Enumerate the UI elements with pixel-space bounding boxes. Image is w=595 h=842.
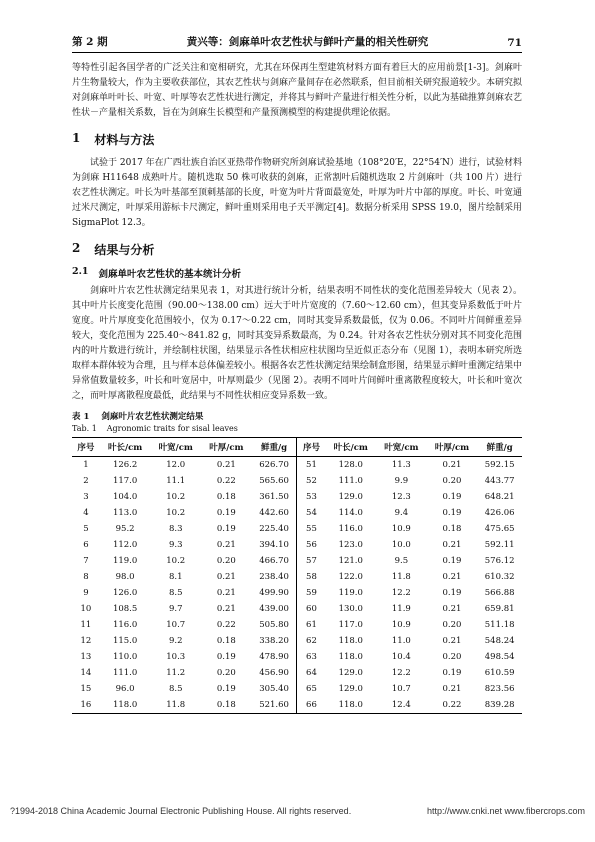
table-body xyxy=(72,457,522,714)
subsection-number: 2.1 xyxy=(72,266,89,277)
table-cell: 0.20 xyxy=(216,556,236,566)
watermark-url: http://www.cnki.net www.fibercrops.com xyxy=(426,806,585,816)
table-cell: 119.0 xyxy=(338,588,363,598)
column-header: 叶厚/cm xyxy=(427,438,478,457)
intro-paragraph: 等特性引起各国学者的广泛关注和宽相研究，尤其在环保再生型建筑材料方面有着巨大的应用前景[1-3]。剑麻叶片生物量较大，作为主要收获部位，其农艺性状与剑麻产量间存在必然联系，但目前相关研究报道较少。本研究拟对剑麻单叶叶长、叶宽、叶厚等农艺性状进行测定，并将其与鲜叶产量进行相关性分析，以此为基础推算剑麻农艺性状－产量相关系数，旨在为剑麻生长模型和产量预测模型的构建提供理论依据。 xyxy=(72,63,523,118)
table-cell: 1 xyxy=(83,460,89,470)
table-cell: 126.2 xyxy=(112,460,138,470)
table-cell: 0.18 xyxy=(442,524,462,534)
table-cell: 95.2 xyxy=(115,524,135,534)
table-cell: 96.0 xyxy=(115,684,135,694)
table-cell: 11.0 xyxy=(391,636,411,646)
section-title: 结果与分析 xyxy=(94,243,155,257)
column-header: 叶宽/cm xyxy=(150,438,201,457)
table-cell: 118.0 xyxy=(338,636,363,646)
table-cell: 63 xyxy=(297,649,325,665)
table-cell: 16 xyxy=(72,697,100,714)
table-cell: 0.21 xyxy=(442,572,462,582)
table-cell: 129.0 xyxy=(338,668,363,678)
table-cell: 56 xyxy=(297,537,325,553)
table-cell: 839.28 xyxy=(477,697,522,714)
table-cell: 521.60 xyxy=(252,697,297,714)
column-header: 叶长/cm xyxy=(100,438,151,457)
table-cell: 576.12 xyxy=(484,556,515,566)
column-header: 鲜重/g xyxy=(252,438,297,457)
table-cell: 648.21 xyxy=(484,492,515,502)
table-cell: 11.2 xyxy=(166,668,186,678)
table-row xyxy=(72,633,522,649)
table-cell: 9.3 xyxy=(168,540,183,550)
table-cell: 442.60 xyxy=(259,508,289,518)
table-cell: 9.2 xyxy=(168,636,183,646)
table-row xyxy=(72,601,522,617)
page xyxy=(72,34,522,714)
table-row xyxy=(72,681,522,697)
table-cell: 60 xyxy=(297,601,325,617)
issue-number: 第 2 期 xyxy=(72,36,108,48)
table-cell: 8.5 xyxy=(168,588,183,598)
table-cell: 0.19 xyxy=(216,652,236,662)
section-number: 2 xyxy=(72,241,81,255)
table-cell: 12.2 xyxy=(391,588,411,598)
table-cell: 6 xyxy=(83,540,89,550)
table-cell: 62 xyxy=(297,633,325,649)
table-row xyxy=(72,617,522,633)
table-cell: 0.21 xyxy=(216,604,236,614)
table-cell: 123.0 xyxy=(338,540,363,550)
table-cell: 499.90 xyxy=(259,588,289,598)
table-cell: 9.4 xyxy=(394,508,409,518)
table-cell: 55 xyxy=(297,521,325,537)
table-cell: 111.0 xyxy=(338,476,363,486)
table-cell: 118.0 xyxy=(338,652,363,662)
table-cell: 505.80 xyxy=(259,620,289,630)
table-cell: 0.19 xyxy=(442,668,462,678)
table-cell: 12.4 xyxy=(376,697,427,714)
table-cell: 10.2 xyxy=(166,492,186,502)
table-cell: 53 xyxy=(297,489,325,505)
table-cell: 12.0 xyxy=(166,460,186,470)
table-cell: 8.5 xyxy=(168,684,183,694)
table-cell: 117.0 xyxy=(112,476,138,486)
table-cell: 0.21 xyxy=(216,460,236,470)
table-cell: 466.70 xyxy=(259,556,289,566)
section-heading-results xyxy=(72,241,522,258)
table-cell: 498.54 xyxy=(484,652,515,662)
table-cell: 128.0 xyxy=(338,460,363,470)
table-cell: 66 xyxy=(297,697,325,714)
table-cell: 305.40 xyxy=(259,684,289,694)
table-cell: 10.7 xyxy=(391,684,411,694)
section-number: 1 xyxy=(72,131,81,145)
table-cell: 11.1 xyxy=(166,476,186,486)
table-cell: 52 xyxy=(297,473,325,489)
table-cell: 0.19 xyxy=(216,524,236,534)
table-row xyxy=(72,521,522,537)
table-cell: 12.3 xyxy=(391,492,411,502)
table-cell: 0.19 xyxy=(442,492,462,502)
column-header: 叶长/cm xyxy=(325,438,376,457)
table-cell: 119.0 xyxy=(112,556,138,566)
table-cell: 10.7 xyxy=(166,620,186,630)
table-row xyxy=(72,505,522,521)
table-cell: 108.5 xyxy=(112,604,138,614)
table-cell: 111.0 xyxy=(112,668,138,678)
column-header: 叶宽/cm xyxy=(376,438,427,457)
table-row xyxy=(72,489,522,505)
table-cell: 0.22 xyxy=(216,476,236,486)
table-cell: 12 xyxy=(80,636,92,646)
table-cell: 592.11 xyxy=(484,540,515,550)
table-cell: 114.0 xyxy=(338,508,363,518)
table-cell: 129.0 xyxy=(338,684,363,694)
table-caption xyxy=(72,410,522,433)
table-cell: 117.0 xyxy=(338,620,363,630)
table-cell: 0.18 xyxy=(216,636,236,646)
table-cell: 58 xyxy=(297,569,325,585)
table-cell: 10.0 xyxy=(391,540,411,550)
subsection-title: 剑麻单叶农艺性状的基本统计分析 xyxy=(98,269,242,280)
table-cell: 126.0 xyxy=(112,588,138,598)
table-cell: 130.0 xyxy=(338,604,363,614)
table-cell: 0.19 xyxy=(442,508,462,518)
table-cell: 0.21 xyxy=(216,588,236,598)
table-cell: 15 xyxy=(80,684,92,694)
table-cell: 0.22 xyxy=(427,697,478,714)
table-cell: 10.9 xyxy=(391,524,411,534)
column-header: 叶厚/cm xyxy=(201,438,252,457)
table-cell: 0.19 xyxy=(216,508,236,518)
table-cell: 11.3 xyxy=(391,460,411,470)
table-cell: 238.40 xyxy=(259,572,289,582)
table-row xyxy=(72,697,522,714)
table-cell: 475.65 xyxy=(484,524,515,534)
table-cell: 98.0 xyxy=(115,572,135,582)
table-cell: 0.19 xyxy=(216,684,236,694)
page-footer xyxy=(0,806,595,816)
results-paragraph: 剑麻叶片农艺性状测定结果见表 1，对其进行统计分析，结果表明不同性状的变化范围差异较大（见表 2）。其中叶片长度变化范围（90.00～138.00 cm）远大于叶片宽度的（7.60～12.60 cm），但其变异系数低于叶片宽度。叶片厚度变化范围较小，仅为 0.17～0.22 cm，同时其变异系数最低，仅为 0.06。不同叶片间鲜重差异较大，变化范围为 225.40～841.82 g，同时其变异系数最高，为 0.24。针对各农艺性状分别对其不同变化范围内的叶片数进行统计，并绘制柱状图，结果显示各性状相应柱状图均呈近似正态分布（见图 1），表明本研究所选取样本群体较为合理，且与样本总体偏差较小。根据各农艺性状测定结果绘制盒形图，结果显示鲜叶重测定结果中异常值数量较多，叶长和叶宽居中，叶厚则最少（见图 2）。表明不同叶片间鲜叶重离散程度较大，叶长和叶宽次之，而叶厚离散程度最低，此结果与不同性状相应变异系数一致。 xyxy=(72,286,523,401)
table-cell: 8 xyxy=(83,572,89,582)
table-cell: 59 xyxy=(297,585,325,601)
table-cell: 10.9 xyxy=(391,620,411,630)
table-cell: 9.9 xyxy=(394,476,409,486)
table-cell: 118.0 xyxy=(100,697,151,714)
table-cell: 122.0 xyxy=(338,572,363,582)
table-cell: 121.0 xyxy=(338,556,363,566)
running-header xyxy=(72,34,522,53)
table-caption-en-number: Tab. 1 xyxy=(72,424,97,433)
table-cell: 0.21 xyxy=(216,572,236,582)
methods-paragraph: 试验于 2017 年在广西壮族自治区亚热带作物研究所剑麻试验基地（108°20′E，22°54′N）进行，试验材料为剑麻 H11648 成熟叶片。随机选取 50 株可收获的剑麻，正常割叶后随机选取 2 片剑麻叶（共 100 片）进行农艺性状测定。叶长为叶基部至顶刺基部的长度，叶宽为叶片背面最宽处，叶厚为叶片中部的厚度。叶长、叶宽通过米尺测定，叶厚采用游标卡尺测定，鲜叶重则采用电子天平测定[4]。数据分析采用 SPSS 19.0，图片绘制采用 SigmaPlot 12.3。 xyxy=(72,158,523,228)
table-cell: 426.06 xyxy=(484,508,515,518)
table-cell: 2 xyxy=(83,476,89,486)
table-cell: 11 xyxy=(80,620,92,630)
table-cell: 566.88 xyxy=(484,588,515,598)
table-cell: 0.19 xyxy=(442,556,462,566)
table-cell: 0.21 xyxy=(442,540,462,550)
table-cell: 10.3 xyxy=(166,652,186,662)
table-cell: 8.1 xyxy=(168,572,183,582)
column-header: 序号 xyxy=(72,438,100,457)
table-cell: 823.56 xyxy=(484,684,515,694)
table-cell: 61 xyxy=(297,617,325,633)
table-row xyxy=(72,473,522,489)
section-title: 材料与方法 xyxy=(94,133,155,147)
table-cell: 115.0 xyxy=(112,636,138,646)
table-cell: 10.2 xyxy=(166,556,186,566)
table-cell: 113.0 xyxy=(112,508,138,518)
table-cell: 511.18 xyxy=(484,620,515,630)
table-cell: 116.0 xyxy=(112,620,138,630)
table-cell: 51 xyxy=(297,457,325,474)
table-caption-title: 剑麻叶片农艺性状测定结果 xyxy=(101,412,204,422)
table-row xyxy=(72,569,522,585)
table-cell: 9.7 xyxy=(168,604,183,614)
table-cell: 456.90 xyxy=(259,668,289,678)
table-cell: 565.60 xyxy=(259,476,289,486)
table-cell: 443.77 xyxy=(484,476,515,486)
table-caption-number: 表 1 xyxy=(72,412,90,422)
table-cell: 112.0 xyxy=(112,540,138,550)
table-cell: 0.20 xyxy=(216,668,236,678)
table-cell: 610.59 xyxy=(484,668,515,678)
table-cell: 11.9 xyxy=(391,604,411,614)
table-cell: 0.21 xyxy=(442,636,462,646)
table-cell: 8.3 xyxy=(168,524,183,534)
table-cell: 478.90 xyxy=(259,652,289,662)
column-header: 序号 xyxy=(297,438,325,457)
table-header-row xyxy=(72,438,522,457)
table-cell: 13 xyxy=(80,652,92,662)
table-cell: 64 xyxy=(297,665,325,681)
table-cell: 626.70 xyxy=(259,460,289,470)
table-cell: 610.32 xyxy=(484,572,515,582)
copyright-notice: ?1994-2018 China Academic Journal Electronic Publishing House. All rights reserved. xyxy=(10,806,352,816)
table-cell: 361.50 xyxy=(259,492,289,502)
table-cell: 10.2 xyxy=(166,508,186,518)
table-cell: 110.0 xyxy=(112,652,138,662)
table-caption-en-title: Agronomic traits for sisal leaves xyxy=(106,424,238,433)
table-row xyxy=(72,649,522,665)
page-number: 71 xyxy=(507,37,522,49)
table-cell: 9.5 xyxy=(394,556,409,566)
table-cell: 0.21 xyxy=(442,684,462,694)
table-cell: 118.0 xyxy=(325,697,376,714)
table-cell: 9 xyxy=(83,588,89,598)
table-cell: 0.19 xyxy=(442,588,462,598)
table-cell: 0.18 xyxy=(201,697,252,714)
table-cell: 225.40 xyxy=(259,524,289,534)
table-cell: 592.15 xyxy=(484,460,515,470)
table-cell: 4 xyxy=(83,508,89,518)
data-table xyxy=(72,437,522,714)
table-cell: 54 xyxy=(297,505,325,521)
table-row xyxy=(72,553,522,569)
table-cell: 57 xyxy=(297,553,325,569)
table-cell: 104.0 xyxy=(112,492,138,502)
running-title: 黄兴等：剑麻单叶农艺性状与鲜叶产量的相关性研究 xyxy=(186,36,429,48)
table-cell: 129.0 xyxy=(338,492,363,502)
table-row xyxy=(72,585,522,601)
table-row xyxy=(72,665,522,681)
table-cell: 338.20 xyxy=(259,636,289,646)
table-cell: 65 xyxy=(297,681,325,697)
table-cell: 0.20 xyxy=(442,652,462,662)
section-heading-methods xyxy=(72,131,522,148)
table-cell: 10.4 xyxy=(391,652,411,662)
table-cell: 659.81 xyxy=(484,604,515,614)
column-header: 鲜重/g xyxy=(477,438,522,457)
table-cell: 12.2 xyxy=(391,668,411,678)
table-cell: 394.10 xyxy=(259,540,289,550)
table-cell: 0.20 xyxy=(442,620,462,630)
table-cell: 439.00 xyxy=(259,604,289,614)
table-row xyxy=(72,537,522,553)
table-cell: 0.18 xyxy=(216,492,236,502)
table-cell: 0.21 xyxy=(216,540,236,550)
table-cell: 11.8 xyxy=(391,572,411,582)
table-cell: 548.24 xyxy=(484,636,515,646)
table-cell: 7 xyxy=(83,556,89,566)
table-cell: 3 xyxy=(83,492,89,502)
table-cell: 5 xyxy=(83,524,89,534)
table-cell: 10 xyxy=(80,604,92,614)
table-cell: 0.21 xyxy=(442,604,462,614)
table-cell: 0.20 xyxy=(442,476,462,486)
subsection-heading xyxy=(72,266,522,280)
table-row xyxy=(72,457,522,474)
table-cell: 14 xyxy=(80,668,92,678)
table-cell: 11.8 xyxy=(150,697,201,714)
table-cell: 116.0 xyxy=(338,524,363,534)
table-cell: 0.22 xyxy=(216,620,236,630)
table-cell: 0.21 xyxy=(442,460,462,470)
